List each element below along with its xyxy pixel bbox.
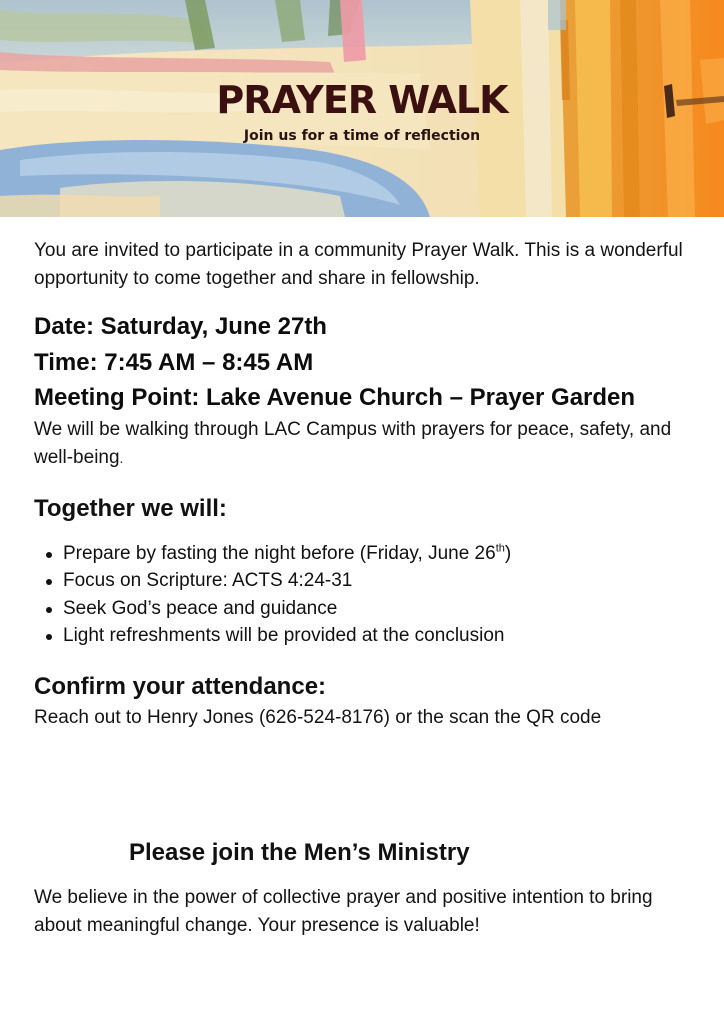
together-heading: Together we will:: [34, 494, 227, 522]
intro-paragraph: You are invited to participate in a community Prayer Walk. This is a wonderful opportunity to come together and share in fellowship.: [34, 240, 683, 289]
list-item-text: Seek God’s peace and guidance: [63, 597, 338, 619]
list-item: [63, 622, 694, 650]
ministry-heading: Please join the Men’s Ministry: [129, 839, 470, 866]
list-item-superscript: th: [495, 542, 505, 555]
event-meeting-point: Meeting Point: Lake Avenue Church – Prayer Garden: [34, 384, 636, 411]
walk-description-period: .: [119, 449, 124, 466]
header-banner: [0, 0, 724, 217]
list-item: [63, 540, 694, 568]
list-item: [63, 567, 694, 595]
list-item-text: Prepare by fasting the night before (Friday, June 26: [63, 542, 496, 564]
list-item: [63, 595, 694, 623]
event-time: Time: 7:45 AM – 8:45 AM: [34, 348, 314, 376]
confirm-text: Reach out to Henry Jones (626-524-8176) or the scan the QR code: [34, 706, 602, 728]
flyer-content: [34, 237, 694, 732]
event-details: [34, 309, 694, 416]
walk-description-text: We will be walking through LAC Campus with prayers for peace, safety, and well-being: [34, 418, 672, 468]
together-list: [34, 540, 694, 650]
list-item-tail: ): [504, 542, 512, 564]
list-item-text: Focus on Scripture: ACTS 4:24-31: [63, 570, 353, 591]
banner-subtitle: Join us for a time of reflection: [243, 128, 481, 144]
list-item-text: Light refreshments will be provided at the conclusion: [63, 625, 505, 646]
event-date: Date: Saturday, June 27th: [34, 313, 327, 340]
banner-title: PRAYER WALK: [216, 78, 508, 122]
confirm-heading: Confirm your attendance:: [34, 672, 327, 700]
walk-description: [34, 416, 694, 472]
closing-paragraph: We believe in the power of collective prayer and positive intention to bring about meaningful change. Your presence is valuable!: [34, 887, 653, 936]
